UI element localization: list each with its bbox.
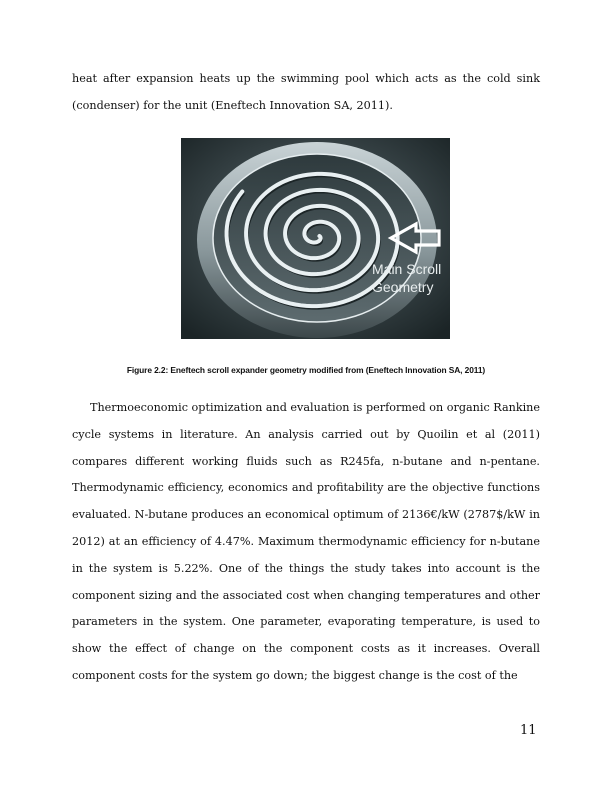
paragraph-intro-continuation: heat after expansion heats up the swimming pool which acts as the cold sink (condenser) for the unit (Eneftech Innovation SA, 2011).	[72, 72, 540, 112]
overlay-label-line1: Main Scroll	[372, 261, 442, 277]
figure-caption: Figure 2.2: Eneftech scroll expander geometry modified from (Eneftech Innovation SA, 2011)	[126, 365, 486, 375]
overlay-label-line2: Geometry	[372, 279, 434, 295]
scroll-geometry-photo	[181, 138, 450, 339]
scroll-expander-figure	[181, 138, 450, 339]
paragraph-thermoeconomic: Thermoeconomic optimization and evaluation is performed on organic Rankine cycle systems in literature. An analysis carried out by Quoilin et al (2011) compares different working fluids such as R245fa, n-butane and n-pentane. Thermodynamic efficiency, economics and profitability are the objective functions evaluated. N-butane produces an economical optimum of 2136€/kW (2787$/kW in 2012) at an efficiency of 4.47%. Maximum thermodynamic efficiency for n-butane in the system is 5.22%. One of the things the study takes into account is the component sizing and the associated cost when changing temperatures and other parameters in the system. One parameter, evaporating temperature, is used to show the effect of change on the component costs as it increases. Overall component costs for the system go down; the biggest change is the cost of the	[72, 401, 541, 682]
page-number: 11	[520, 723, 537, 738]
